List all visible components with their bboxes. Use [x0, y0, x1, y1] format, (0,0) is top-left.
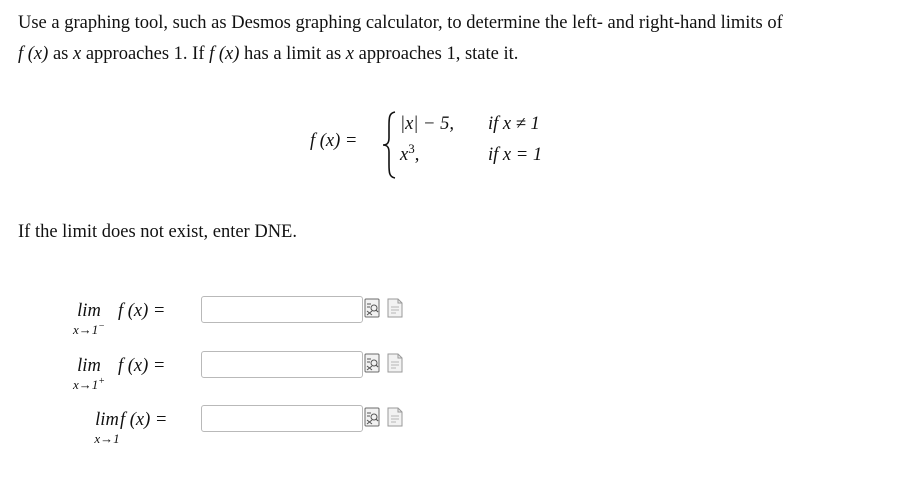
lim-sub-var: x→1	[72, 377, 99, 392]
help-icon[interactable]	[387, 353, 403, 373]
limit-function: f (x) =	[120, 410, 168, 430]
lim-subscript	[60, 378, 118, 392]
lim-label: lim	[95, 410, 119, 430]
piecewise-lhs: f (x) =	[310, 131, 358, 151]
prompt-text: as	[48, 44, 73, 64]
prompt-text: has a limit as	[239, 44, 346, 64]
preview-icon[interactable]	[364, 353, 380, 373]
question-prompt	[18, 8, 898, 70]
lim-subscript	[74, 432, 140, 446]
prompt-line-2	[18, 39, 898, 70]
prompt-line-1: Use a graphing tool, such as Desmos graphing calculator, to determine the left- and right-hand limits of	[18, 13, 783, 33]
prompt-text: approaches 1, state it.	[354, 44, 519, 64]
case-2-comma: ,	[414, 145, 420, 165]
prompt-text: approaches 1. If	[81, 44, 210, 64]
function-fx: f (x)	[18, 44, 49, 64]
preview-icon[interactable]	[364, 298, 380, 318]
left-brace	[380, 110, 398, 180]
case-2-base: x	[400, 145, 409, 165]
limit-function: f (x) =	[118, 356, 166, 376]
lim-sub-side: −	[98, 321, 106, 332]
variable-x: x	[345, 44, 354, 64]
preview-icon[interactable]	[364, 407, 380, 427]
lim-sub-var: x→1	[94, 431, 120, 446]
case-2-exponent: 3	[408, 141, 415, 156]
two-sided-limit-answer-input[interactable]	[201, 405, 363, 432]
left-limit-answer-input[interactable]	[201, 296, 363, 323]
help-icon[interactable]	[387, 298, 403, 318]
lim-label: lim	[77, 301, 101, 321]
lim-sub-var: x→1	[72, 322, 99, 337]
case-1-expression: |x| − 5,	[400, 114, 454, 134]
lim-subscript	[60, 323, 118, 337]
right-limit-answer-input[interactable]	[201, 351, 363, 378]
case-2-condition: if x = 1	[488, 145, 543, 165]
variable-x: x	[72, 44, 82, 64]
limit-operator	[60, 301, 118, 337]
left-limit-row	[60, 301, 420, 341]
limit-operator	[60, 356, 118, 392]
right-limit-row	[60, 356, 420, 396]
piecewise-function	[310, 106, 630, 186]
help-icon[interactable]	[387, 407, 403, 427]
two-sided-limit-row	[60, 410, 420, 450]
lim-label: lim	[77, 356, 101, 376]
function-fx: f (x)	[209, 44, 240, 64]
case-2-expression	[400, 141, 420, 166]
case-1-condition: if x ≠ 1	[488, 114, 540, 134]
limit-function: f (x) =	[118, 301, 166, 321]
lim-sub-side: +	[98, 376, 106, 387]
dne-instruction: If the limit does not exist, enter DNE.	[18, 222, 297, 242]
